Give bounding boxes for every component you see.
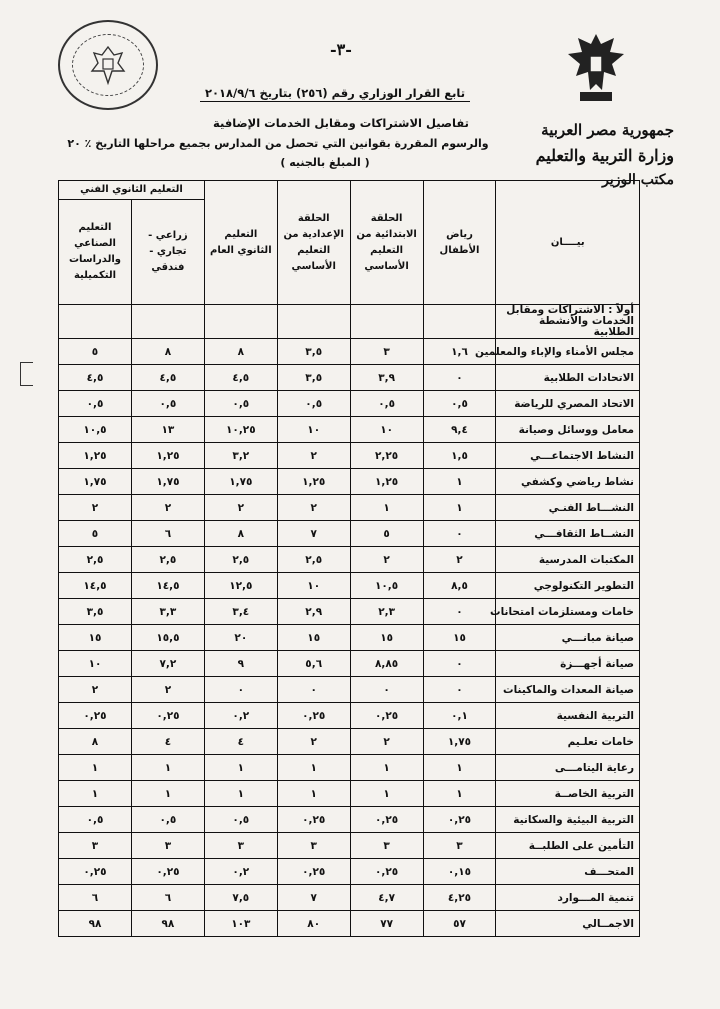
- decision-reference: تابع القرار الوزاري رقم (٢٥٦) بتاريخ ٢٠١٨/٩/٦: [200, 86, 470, 102]
- table-cell: ١,٧٥: [204, 469, 277, 495]
- currency-note: ( المبلغ بالجنيه ): [280, 156, 370, 169]
- table-cell: ١,٧٥: [59, 469, 132, 495]
- document-title: تفاصيل الاشتراكات ومقابل الخدمات الإضافية: [213, 116, 469, 130]
- table-row: [59, 599, 640, 625]
- row-label: النشــاط الثقافـــي: [496, 521, 640, 547]
- table-cell: ١: [59, 755, 132, 781]
- header-description: بيــــان: [496, 181, 640, 305]
- row-label: خامات ومستلزمات امتحانات: [496, 599, 640, 625]
- table-cell: ٢: [59, 677, 132, 703]
- table-cell: ١٠: [59, 651, 132, 677]
- table-cell: ٩٨: [59, 911, 132, 937]
- header-kindergarten: رياض الأطفال: [423, 181, 496, 305]
- table-cell: ٠: [204, 677, 277, 703]
- table-cell: ١: [204, 781, 277, 807]
- table-row: [59, 677, 640, 703]
- table-cell: ٧: [277, 521, 350, 547]
- table-cell: ١٣: [131, 417, 204, 443]
- table-row: [59, 365, 640, 391]
- table-cell: ٠: [423, 521, 496, 547]
- table-row: [59, 807, 640, 833]
- table-cell: ٨: [204, 521, 277, 547]
- table-cell: ٢: [131, 495, 204, 521]
- table-cell: ١,٢٥: [350, 469, 423, 495]
- table-row: [59, 729, 640, 755]
- table-cell: ٠,٢٥: [131, 859, 204, 885]
- table-cell: ٤,٥: [59, 365, 132, 391]
- table-row: [59, 391, 640, 417]
- table-cell: ١: [277, 781, 350, 807]
- row-label: المتحـــف: [496, 859, 640, 885]
- header-technical-secondary: التعليم الثانوي الفني: [59, 181, 205, 200]
- table-row: [59, 911, 640, 937]
- table-cell: ٢: [277, 443, 350, 469]
- table-cell: ١٠: [350, 417, 423, 443]
- table-cell: ١: [423, 781, 496, 807]
- table-cell: ٠,٢٥: [277, 859, 350, 885]
- table-cell: ٠,٥: [277, 391, 350, 417]
- table-cell: ٧,٢: [131, 651, 204, 677]
- gov-line-ministry: وزارة التربية والتعليم: [535, 146, 674, 165]
- table-cell: ٣: [423, 833, 496, 859]
- row-label: النشـــاط الفنـي: [496, 495, 640, 521]
- table-cell: ٥٧: [423, 911, 496, 937]
- table-cell: ٨: [59, 729, 132, 755]
- table-cell: ٠,٢٥: [350, 807, 423, 833]
- row-label: التربية النفسية: [496, 703, 640, 729]
- table-cell: ١٥: [59, 625, 132, 651]
- table-cell: ٠,٥: [59, 807, 132, 833]
- row-label: التطوير التكنولوجي: [496, 573, 640, 599]
- table-row: [59, 443, 640, 469]
- table-row: [59, 859, 640, 885]
- table-row: [59, 573, 640, 599]
- table-cell: ٢: [423, 547, 496, 573]
- table-cell: ١,٧٥: [423, 729, 496, 755]
- table-cell: ٣: [131, 833, 204, 859]
- table-row: [59, 781, 640, 807]
- table-cell: ١: [350, 495, 423, 521]
- table-row: [59, 521, 640, 547]
- table-cell: ٢: [59, 495, 132, 521]
- table-cell: ٣,٤: [204, 599, 277, 625]
- table-cell: ٠,٢٥: [350, 703, 423, 729]
- table-cell: ٠,٥: [204, 807, 277, 833]
- table-cell: ٠,١٥: [423, 859, 496, 885]
- header-agri-commercial-hotel: زراعي - تجاري - فندقي: [131, 200, 204, 305]
- table-cell: ٤,٥: [204, 365, 277, 391]
- table-cell: ٣,٥: [277, 365, 350, 391]
- table-cell: ٣,٢: [204, 443, 277, 469]
- row-label: معامل ووسائل وصيانة: [496, 417, 640, 443]
- table-cell: ١: [423, 469, 496, 495]
- table-cell: ٢,٥: [59, 547, 132, 573]
- table-row: [59, 885, 640, 911]
- row-label: صيانة مبانـــي: [496, 625, 640, 651]
- table-cell: ٤: [131, 729, 204, 755]
- table-cell: ٠,٢٥: [59, 703, 132, 729]
- eagle-emblem-icon: [566, 30, 626, 106]
- table-cell: ٢,٥: [277, 547, 350, 573]
- table-cell: [131, 305, 204, 339]
- table-cell: ٣: [350, 339, 423, 365]
- table-cell: ٠: [423, 599, 496, 625]
- header-preparatory: الحلقة الإعدادية من التعليم الأساسي: [277, 181, 350, 305]
- table-cell: ١,٢٥: [131, 443, 204, 469]
- table-cell: ٨: [131, 339, 204, 365]
- row-label: مجلس الأمناء والإباء والمعلمين: [496, 339, 640, 365]
- table-cell: ٦: [131, 885, 204, 911]
- table-cell: ٣: [350, 833, 423, 859]
- table-cell: ٣,٣: [131, 599, 204, 625]
- table-cell: ٠: [277, 677, 350, 703]
- table-cell: ٣: [59, 833, 132, 859]
- table-cell: ١: [131, 781, 204, 807]
- row-label: الاتحادات الطلابية: [496, 365, 640, 391]
- row-label: التربية الخاصــة: [496, 781, 640, 807]
- table-cell: ٤,٧: [350, 885, 423, 911]
- table-cell: [277, 305, 350, 339]
- table-cell: ١,٢٥: [59, 443, 132, 469]
- table-cell: ٤,٥: [131, 365, 204, 391]
- document-subtitle: والرسوم المقررة بقوانين التي تحصل من المدارس بجميع مراحلها التاريخ ٪ ٢٠: [67, 137, 489, 150]
- table-cell: ٢٠: [204, 625, 277, 651]
- table-cell: ١٤,٥: [59, 573, 132, 599]
- table-cell: ٠,٥: [59, 391, 132, 417]
- row-label: رعاية اليتامـــى: [496, 755, 640, 781]
- table-cell: ١,٢٥: [277, 469, 350, 495]
- table-cell: ٦: [59, 885, 132, 911]
- table-row: [59, 495, 640, 521]
- table-cell: ٩: [204, 651, 277, 677]
- table-cell: [59, 305, 132, 339]
- table-row: [59, 547, 640, 573]
- table-cell: ٢,٣: [350, 599, 423, 625]
- table-cell: ٠,٥: [131, 391, 204, 417]
- row-label: الاجمــالي: [496, 911, 640, 937]
- fees-table: [58, 180, 640, 937]
- row-label: صيانة أجهـــزة: [496, 651, 640, 677]
- table-cell: [204, 305, 277, 339]
- table-cell: ١٥: [423, 625, 496, 651]
- table-cell: [350, 305, 423, 339]
- table-cell: ٥: [59, 339, 132, 365]
- table-cell: ٢: [277, 729, 350, 755]
- table-cell: ٠: [423, 365, 496, 391]
- table-cell: ٢: [350, 729, 423, 755]
- table-cell: ٢,٢٥: [350, 443, 423, 469]
- table-cell: ١: [423, 495, 496, 521]
- table-cell: ٧: [277, 885, 350, 911]
- table-cell: ٠,٢٥: [350, 859, 423, 885]
- table-cell: ٤: [204, 729, 277, 755]
- table-cell: ٧٧: [350, 911, 423, 937]
- table-row: [59, 625, 640, 651]
- section-label: أولاً : الاشتراكات ومقابل الخدمات والأنشطة الطلابية: [496, 305, 640, 339]
- table-cell: ٢: [204, 495, 277, 521]
- table-cell: ٠,٢٥: [131, 703, 204, 729]
- table-cell: ٣: [204, 833, 277, 859]
- table-cell: ١: [423, 755, 496, 781]
- table-cell: ٠,٢٥: [277, 703, 350, 729]
- table-cell: ٠,٥: [423, 391, 496, 417]
- row-label: التأمين على الطلبــة: [496, 833, 640, 859]
- table-cell: ٢: [277, 495, 350, 521]
- table-cell: ١٠,٢٥: [204, 417, 277, 443]
- table-row: [59, 339, 640, 365]
- row-label: المكتبات المدرسية: [496, 547, 640, 573]
- table-cell: ٢,٥: [131, 547, 204, 573]
- table-cell: ٣: [277, 833, 350, 859]
- row-label: نشاط رياضي وكشفي: [496, 469, 640, 495]
- table-cell: ٢: [131, 677, 204, 703]
- table-cell: ٢,٩: [277, 599, 350, 625]
- table-cell: ٧,٥: [204, 885, 277, 911]
- table-cell: ٠,٥: [350, 391, 423, 417]
- table-cell: ٦: [131, 521, 204, 547]
- table-cell: ٣,٥: [277, 339, 350, 365]
- table-cell: ٠,٢٥: [277, 807, 350, 833]
- table-cell: ١٥: [277, 625, 350, 651]
- row-label: النشاط الاجتماعـــي: [496, 443, 640, 469]
- table-cell: ١٥,٥: [131, 625, 204, 651]
- table-cell: ٤,٢٥: [423, 885, 496, 911]
- table-cell: ١٠,٥: [59, 417, 132, 443]
- table-cell: ١٢,٥: [204, 573, 277, 599]
- table-cell: ١: [277, 755, 350, 781]
- ministry-seal-icon: [58, 20, 158, 110]
- table-cell: ١٠,٥: [350, 573, 423, 599]
- table-cell: ٠,٢: [204, 703, 277, 729]
- table-cell: ٠: [350, 677, 423, 703]
- table-cell: ٠,٥: [204, 391, 277, 417]
- table-cell: ١: [204, 755, 277, 781]
- table-cell: ٢,٥: [204, 547, 277, 573]
- table-cell: ٠: [423, 677, 496, 703]
- table-cell: ٠,٢٥: [423, 807, 496, 833]
- table-cell: ٨٠: [277, 911, 350, 937]
- table-cell: ١: [350, 755, 423, 781]
- table-cell: ١٠: [277, 417, 350, 443]
- margin-bracket: [20, 362, 33, 386]
- table-row: [59, 833, 640, 859]
- table-cell: ٠: [423, 651, 496, 677]
- table-cell: ١٠٣: [204, 911, 277, 937]
- table-cell: ٣,٩: [350, 365, 423, 391]
- table-cell: ٥: [350, 521, 423, 547]
- table-cell: ٣,٥: [59, 599, 132, 625]
- table-cell: ١٠: [277, 573, 350, 599]
- table-cell: ١,٦: [423, 339, 496, 365]
- row-label: تنمية المـــوارد: [496, 885, 640, 911]
- table-cell: ٢: [350, 547, 423, 573]
- table-cell: ٨,٨٥: [350, 651, 423, 677]
- table-row: [59, 703, 640, 729]
- table-cell: ٩,٤: [423, 417, 496, 443]
- table-row: [59, 417, 640, 443]
- table-cell: ٠,٢٥: [59, 859, 132, 885]
- table-cell: ١,٧٥: [131, 469, 204, 495]
- table-cell: ٠,١: [423, 703, 496, 729]
- table-cell: ١: [350, 781, 423, 807]
- table-cell: ١٤,٥: [131, 573, 204, 599]
- table-cell: ٠,٢: [204, 859, 277, 885]
- table-cell: ١,٥: [423, 443, 496, 469]
- row-label: التربية البيئية والسكانية: [496, 807, 640, 833]
- gov-line-republic: جمهورية مصر العربية: [541, 121, 674, 139]
- table-cell: ١٥: [350, 625, 423, 651]
- header-primary: الحلقة الابتدائية من التعليم الأساسي: [350, 181, 423, 305]
- row-label: صيانة المعدات والماكينات: [496, 677, 640, 703]
- table-cell: ٥,٦: [277, 651, 350, 677]
- table-row: [59, 469, 640, 495]
- row-label: الاتحاد المصري للرياضة: [496, 391, 640, 417]
- table-cell: ٥: [59, 521, 132, 547]
- gov-line-office: مكتب الوزير: [602, 172, 674, 188]
- row-label: خامات تعلـيم: [496, 729, 640, 755]
- header-general-secondary: التعليم الثانوي العام: [204, 181, 277, 305]
- table-row: [59, 651, 640, 677]
- table-row: [59, 755, 640, 781]
- table-cell: ٠,٥: [131, 807, 204, 833]
- table-cell: ٩٨: [131, 911, 204, 937]
- table-cell: ١: [131, 755, 204, 781]
- table-cell: [423, 305, 496, 339]
- table-cell: ١: [59, 781, 132, 807]
- table-cell: ٨: [204, 339, 277, 365]
- table-cell: ٨,٥: [423, 573, 496, 599]
- header-industrial: التعليم الصناعي والدراسات التكميلية: [59, 200, 132, 305]
- page-number: -٣-: [330, 40, 352, 59]
